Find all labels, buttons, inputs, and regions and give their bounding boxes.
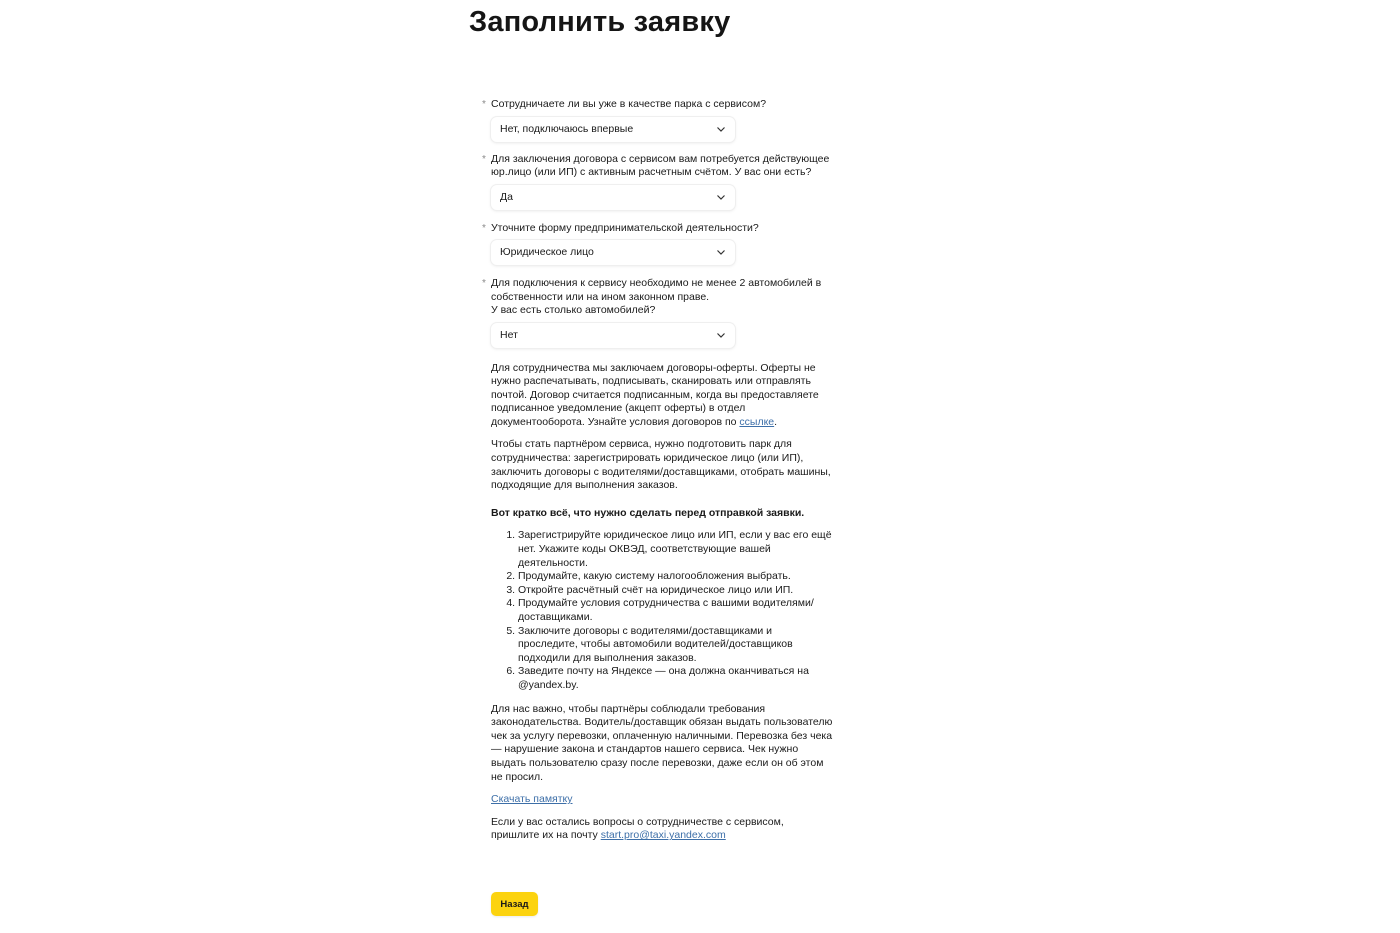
question-text: Сотрудничаете ли вы уже в качестве парка с сервисом? — [491, 98, 767, 110]
field-business-form — [481, 222, 833, 266]
question-label — [481, 222, 833, 236]
steps-list — [491, 529, 833, 692]
offer-paragraph — [491, 362, 833, 430]
offer-text: Для сотрудничества мы заключаем договоры-оферты. Оферты не нужно распечатывать, подписывать, сканировать или отправлять почтой. Договор считается подписанным, когда вы предоставляете подписанное уведомление (акцепт оферты) в отдел документооборота. Узнайте условия договоров по — [491, 361, 819, 428]
required-mark: * — [482, 153, 486, 165]
field-car-count — [481, 277, 833, 348]
chevron-down-icon — [716, 248, 726, 256]
contact-email-link[interactable]: start.pro@taxi.yandex.com — [600, 829, 726, 842]
offer-text-end: . — [774, 415, 778, 428]
question-text: Для заключения договора с сервисом вам потребуется действующее юр.лицо (или ИП) с активным расчетным счётом. У вас они есть? — [491, 152, 830, 178]
download-memo-link[interactable]: Скачать памятку — [491, 793, 573, 806]
select-value: Нет, подключаюсь впервые — [500, 122, 634, 135]
chevron-down-icon — [716, 193, 726, 201]
list-item: 6. Заведите почту на Яндексе — она должна оканчиваться на @yandex.by. — [518, 665, 833, 692]
select-value: Да — [500, 190, 513, 203]
contact-paragraph — [491, 816, 833, 843]
select-value: Нет — [500, 328, 518, 341]
list-item: 4. Продумайте условия сотрудничества с вашими водителями/доставщиками. — [518, 597, 833, 624]
question-label — [481, 153, 833, 180]
list-item: 2. Продумайте, какую систему налогообложения выбрать. — [518, 570, 833, 584]
legal-entity-exists-select[interactable] — [491, 185, 735, 210]
offer-terms-link[interactable]: ссылке — [739, 415, 775, 428]
list-item: 5. Заключите договоры с водителями/доставщиками и проследите, чтобы автомобили водителей/доставщиков подходили для выполнения заказов. — [518, 625, 833, 666]
back-button[interactable]: Назад — [491, 892, 538, 916]
required-mark: * — [482, 222, 486, 234]
car-count-select[interactable] — [491, 323, 735, 348]
required-mark: * — [482, 99, 486, 110]
question-label — [481, 277, 833, 318]
select-value: Юридическое лицо — [500, 246, 594, 258]
required-mark: * — [482, 278, 486, 289]
cooperation-status-select[interactable] — [491, 117, 735, 142]
business-form-select[interactable] — [491, 240, 735, 265]
field-cooperation-status — [481, 98, 833, 142]
field-legal-entity-exists — [481, 153, 833, 210]
chevron-down-icon — [716, 125, 726, 133]
chevron-down-icon — [716, 331, 726, 339]
list-item: 1. Зарегистрируйте юридическое лицо или ИП, если у вас его ещё нет. Укажите коды ОКВЭД, соответствующие вашей деятельности. — [518, 529, 833, 570]
law-paragraph: Для нас важно, чтобы партнёры соблюдали требования законодательства. Водитель/доставщик обязан выдать пользователю чек за услугу перевозки, оплаченную наличными. Перевозка без чека — нарушение закона и стандартов нашего сервиса. Чек нужно выдать пользователю сразу после перевозки, даже если он об этом не просил. — [491, 702, 833, 783]
page-title: Заполнить заявку — [469, 6, 731, 38]
contact-text: Если у вас остались вопросы о сотрудничестве с сервисом, пришлите их на почту — [491, 815, 784, 842]
download-paragraph — [491, 793, 833, 807]
summary-heading: Вот кратко всё, что нужно сделать перед отправкой заявки. — [491, 506, 805, 519]
question-label — [481, 98, 833, 112]
question-text-line2: У вас есть столько автомобилей? — [491, 304, 656, 316]
question-text: Для подключения к сервису необходимо не менее 2 автомобилей в собственности или на ином законном праве. — [491, 277, 822, 303]
question-text: Уточните форму предпринимательской деятельности? — [491, 221, 759, 234]
application-form — [481, 98, 833, 852]
list-item: 3. Откройте расчётный счёт на юридическое лицо или ИП. — [518, 584, 833, 598]
partner-paragraph: Чтобы стать партнёром сервиса, нужно подготовить парк для сотрудничества: зарегистрировать юридическое лицо (или ИП), заключить договоры с водителями/доставщиками, отобрать машины, подходящие для выполнения заказов. — [491, 438, 831, 492]
